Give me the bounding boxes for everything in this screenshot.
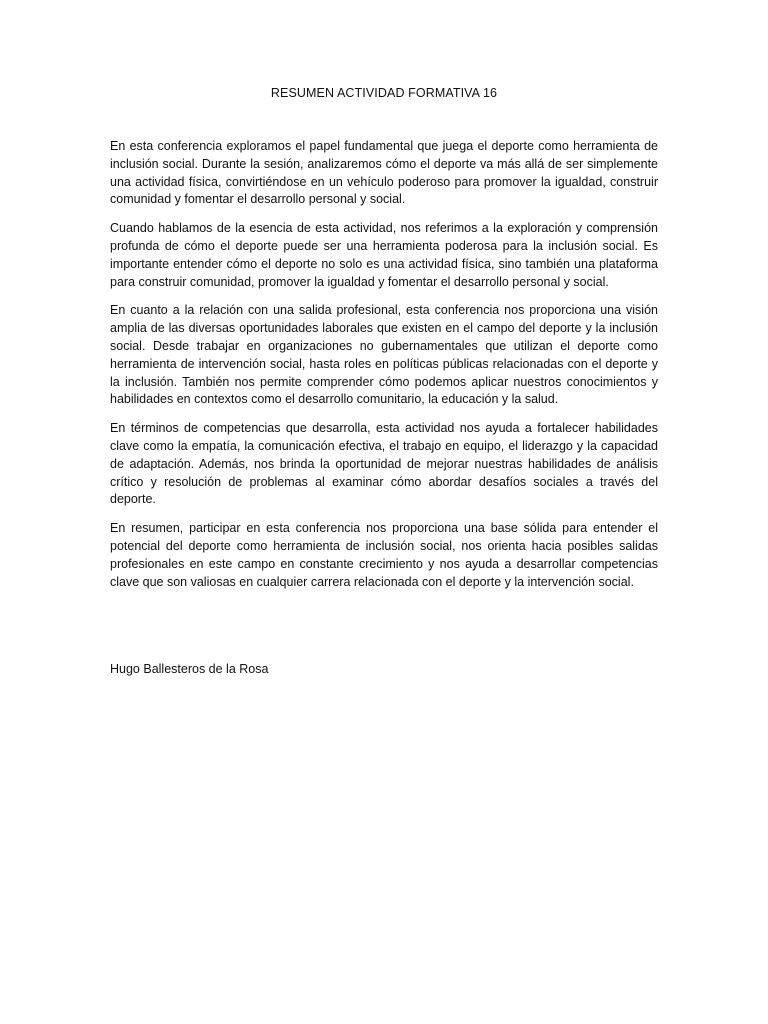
paragraph-essence: Cuando hablamos de la esencia de esta actividad, nos referimos a la exploración y comprensión profunda de cómo el deporte puede ser una herramienta poderosa para la inclusión social. Es importante entender cómo el deporte no solo es una actividad física, sino también una plataforma para construir comunidad, promover la igualdad y fomentar el desarrollo personal y social. — [110, 221, 658, 289]
paragraph-summary: En resumen, participar en esta conferencia nos proporciona una base sólida para entender el potencial del deporte como herramienta de inclusión social, nos orienta hacia posibles salidas profesionales en este campo en constante crecimiento y nos ayuda a desarrollar competencias clave que son valiosas en cualquier carrera relacionada con el deporte y la intervención social. — [110, 521, 658, 589]
paragraph-professional-outlet: En cuanto a la relación con una salida profesional, esta conferencia nos proporciona una visión amplia de las diversas oportunidades laborales que existen en el campo del deporte y la inclusión social. Desde trabajar en organizaciones no gubernamentales que utilizan el deporte como herramienta de intervención social, hasta roles en políticas públicas relacionadas con el deporte y la inclusión. También nos permite comprender cómo podemos aplicar nuestros conocimientos y habilidades en contextos como el desarrollo comunitario, la educación y la salud. — [110, 303, 658, 407]
paragraph-introduction: En esta conferencia exploramos el papel fundamental que juega el deporte como herramienta de inclusión social. Durante la sesión, analizaremos cómo el deporte va más allá de ser simplemente una actividad física, convirtiéndose en un vehículo poderoso para promover la igualdad, construir comunidad y fomentar el desarrollo personal y social. — [110, 139, 658, 207]
paragraph-competencies: En términos de competencias que desarrolla, esta actividad nos ayuda a fortalecer habilidades clave como la empatía, la comunicación efectiva, el trabajo en equipo, el liderazgo y la capacidad de adaptación. Además, nos brinda la oportunidad de mejorar nuestras habilidades de análisis crítico y resolución de problemas al examinar cómo abordar desafíos sociales a través del deporte. — [110, 421, 658, 507]
author-signature: Hugo Ballesteros de la Rosa — [110, 662, 269, 676]
document-title: RESUMEN ACTIVIDAD FORMATIVA 16 — [270, 86, 498, 100]
document-body — [110, 138, 658, 602]
